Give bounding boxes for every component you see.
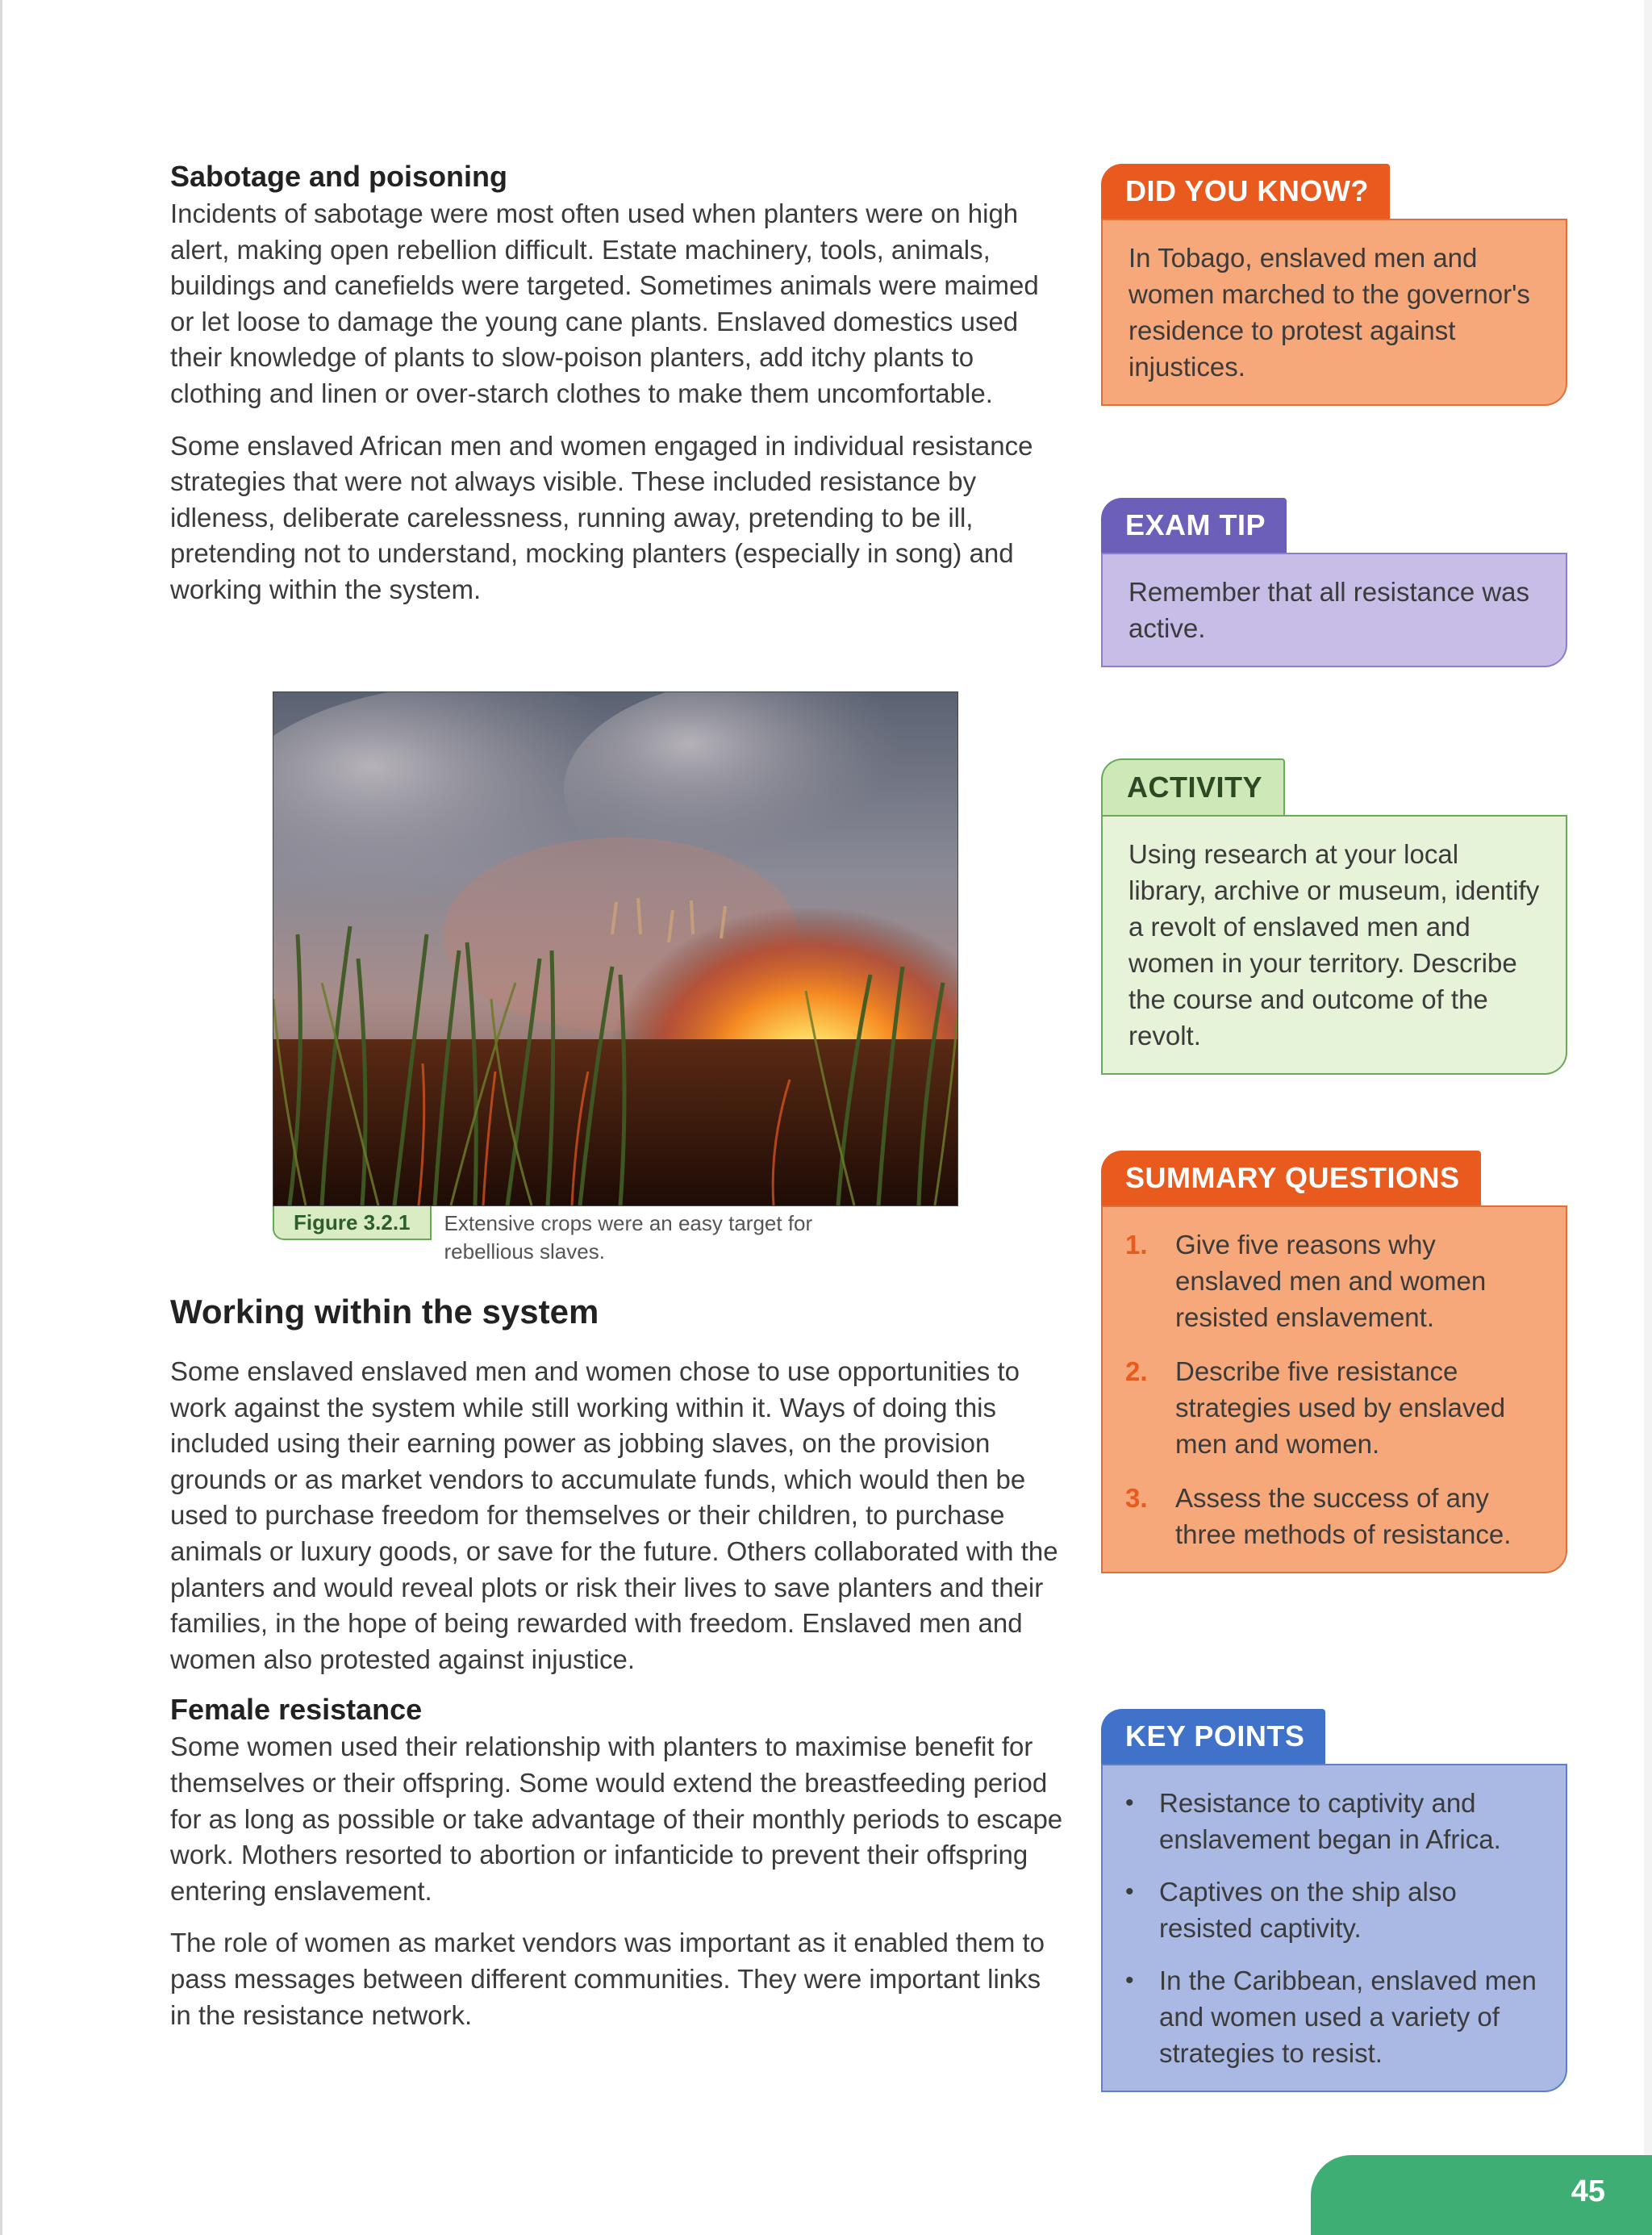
question-text: Describe five resistance strategies used by enslaved men and women.: [1175, 1356, 1506, 1459]
figure: [273, 691, 958, 1266]
page-number-tab: [1311, 2155, 1652, 2235]
question-text: Give five reasons why enslaved men and women resisted enslavement.: [1175, 1230, 1487, 1332]
working-paragraph: Some enslaved enslaved men and women chose to use opportunities to work against the system while still working within it. Ways of doing this included using their earning power as jobbing slaves, on the provision grounds or as market vendors to accumulate funds, which would then be used to purchase freedom for themselves or their children, to purchase animals or luxury goods, or save for the future. Others collaborated with the planters and would reveal plots or risk their lives to save planters and their families, in the hope of being rewarded with freedom. Enslaved men and women also protested against injustice.: [170, 1356, 1058, 1674]
exam-tip-text: Remember that all resistance was active.: [1101, 553, 1567, 667]
key-points-box: [1101, 1709, 1567, 2092]
question-text: Assess the success of any three methods of resistance.: [1175, 1483, 1512, 1549]
did-you-know-title: DID YOU KNOW?: [1101, 164, 1390, 219]
list-item: [1125, 1962, 1543, 2071]
female-paragraph-2: The role of women as market vendors was important as it enabled them to pass messages between different communities. They were important links in the resistance network.: [170, 1928, 1045, 2030]
list-item: [1125, 1785, 1543, 1857]
page-edge-right: [1644, 0, 1652, 2235]
summary-questions-box: [1101, 1151, 1567, 1573]
question-number: 3.: [1125, 1483, 1148, 1513]
question-number: 2.: [1125, 1356, 1148, 1386]
bullet: •: [1125, 1967, 1134, 1994]
list-item: [1125, 1480, 1543, 1552]
list-item: [1125, 1353, 1543, 1462]
key-point-text: Resistance to captivity and enslavement began in Africa.: [1159, 1788, 1501, 1854]
activity-text: Using research at your local library, archive or museum, identify a revolt of enslaved men and women in your territory. Describe the course and outcome of the revolt.: [1101, 815, 1567, 1075]
page-number: 45: [1571, 2174, 1605, 2208]
page-edge-left: [0, 0, 2, 2235]
did-you-know-text: In Tobago, enslaved men and women marched to the governor's residence to protest against injustices.: [1101, 219, 1567, 406]
activity-box: [1101, 758, 1567, 1075]
list-item: [1125, 1874, 1543, 1946]
key-point-text: In the Caribbean, enslaved men and women used a variety of strategies to resist.: [1159, 1966, 1537, 2068]
list-item: [1125, 1226, 1543, 1335]
figure-caption-text: Extensive crops were an easy target for rebellious slaves.: [444, 1211, 813, 1264]
female-paragraph-1: Some women used their relationship with planters to maximise benefit for themselves or their offspring. Some would extend the breastfeeding period for as long as possible or take advantage of their monthly periods to escape work. Mothers resorted to abortion or infanticide to prevent their offspring entering enslavement.: [170, 1732, 1063, 1906]
figure-caption: [273, 1206, 958, 1266]
bullet: •: [1125, 1790, 1134, 1816]
summary-questions-list: [1101, 1205, 1567, 1573]
key-points-list: [1101, 1764, 1567, 2092]
key-points-title: KEY POINTS: [1101, 1709, 1325, 1764]
exam-tip-box: [1101, 498, 1567, 667]
sabotage-section: [170, 157, 1066, 608]
summary-questions-title: SUMMARY QUESTIONS: [1101, 1151, 1481, 1205]
sabotage-paragraph-1: Incidents of sabotage were most often used when planters were on high alert, making open rebellion difficult. Estate machinery, tools, animals, buildings and canefields were targeted. Sometimes animals were maimed or let loose to damage the young cane plants. Enslaved domestics used their knowledge of plants to slow-poison planters, add itchy plants to clothing and linen or over-starch clothes to make them uncomfortable.: [170, 198, 1039, 408]
sabotage-heading: Sabotage and poisoning: [170, 160, 508, 193]
question-number: 1.: [1125, 1230, 1148, 1260]
lower-section: [170, 1354, 1066, 2033]
did-you-know-box: [1101, 164, 1567, 406]
exam-tip-title: EXAM TIP: [1101, 498, 1287, 553]
activity-title: ACTIVITY: [1101, 758, 1285, 815]
sabotage-paragraph-2: Some enslaved African men and women engaged in individual resistance strategies that were not always visible. These included resistance by idleness, deliberate carelessness, running away, pretending to be ill, pretending not to understand, mocking planters (especially in song) and working within the system.: [170, 430, 1033, 604]
working-heading: Working within the system: [170, 1293, 599, 1331]
burning-canefield-photo: [273, 691, 958, 1206]
key-point-text: Captives on the ship also resisted captivity.: [1159, 1877, 1457, 1943]
bullet: •: [1125, 1878, 1134, 1905]
female-heading: Female resistance: [170, 1693, 423, 1727]
figure-label: Figure 3.2.1: [273, 1206, 432, 1240]
